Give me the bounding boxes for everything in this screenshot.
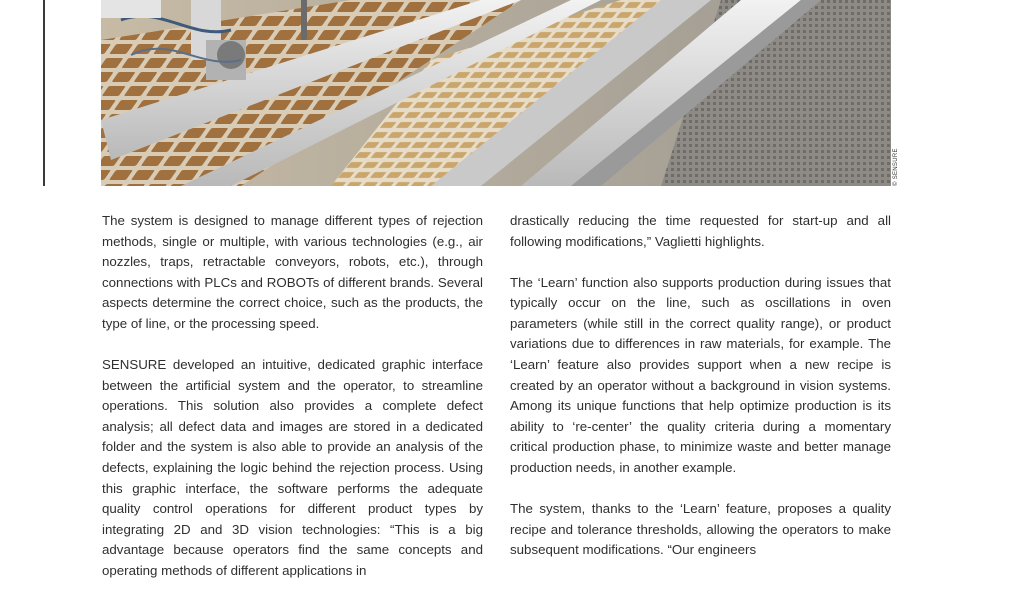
- factory-conveyor-photo: [101, 0, 891, 186]
- paragraph: The system is designed to manage different types of rejection methods, single or multiple, with various technologies (e.g., air nozzles, traps, retractable conveyors, robots, etc.), through connections with PLCs and ROBOTs of different brands. Several aspects determine the correct choice, such as the products, the type of line, or the processing speed.: [102, 213, 483, 331]
- margin-rule: [43, 0, 45, 186]
- paragraph: drastically reducing the time requested for start-up and all following modifications,” Vaglietti highlights.: [510, 213, 891, 249]
- paragraph: The system, thanks to the ‘Learn’ feature, proposes a quality recipe and tolerance thresholds, allowing the operators to make subsequent modifications. “Our engineers: [510, 500, 891, 558]
- article-column-left: [102, 211, 483, 602]
- paragraph: The ‘Learn’ function also supports production during issues that typically occur on the line, such as oscillations in oven parameters (while still in the correct quality range), or product variations due to differences in raw materials, for example. The ‘Learn’ feature also provides support when a new recipe is created by an operator without a background in vision systems. Among its unique functions that help optimize production is its ability to ‘re-center’ the quality criteria during a momentary critical production phase, to minimize waste and better manage production needs, in another example.: [510, 274, 891, 475]
- photo-credit: [893, 150, 903, 186]
- paragraph: SENSURE developed an intuitive, dedicated graphic interface between the artificial system and the operator, to streamline operations. This solution also provides a complete defect analysis; all defect data and images are stored in a dedicated folder and the system is also able to provide an analysis of the defects, explaining the logic behind the rejection process. Using this graphic interface, the software performs the adequate quality control operations for different product types by integrating 2D and 3D vision technologies: “This is a big advantage because operators find the same concepts and operating methods of different applications in: [102, 356, 483, 578]
- photo-credit-text: © SENSURE: [893, 148, 899, 186]
- article-column-right: [510, 211, 891, 581]
